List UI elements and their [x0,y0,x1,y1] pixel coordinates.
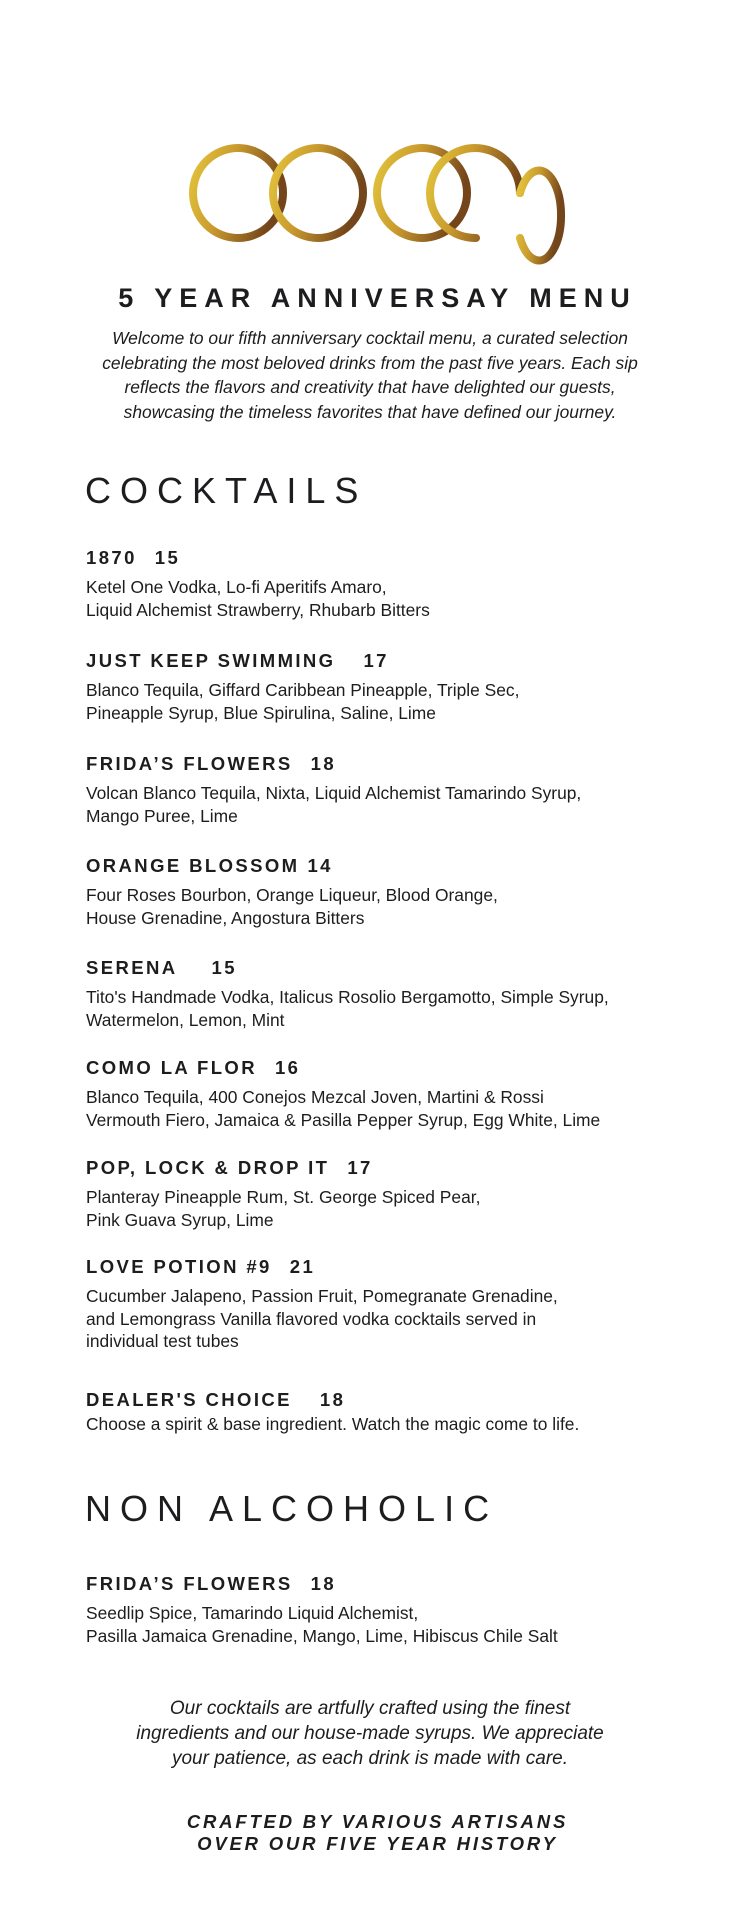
item-price: 17 [347,1157,373,1178]
section-title-cocktails: COCKTAILS [85,470,368,511]
item-price: 18 [319,1389,346,1410]
menu-item [86,1389,726,1436]
item-name: 1870 [86,547,137,568]
item-description: Blanco Tequila, Giffard Caribbean Pineapple, Triple Sec, Pineapple Syrup, Blue Spirulina, Saline, Lime [86,680,520,723]
item-description: Four Roses Bourbon, Orange Liqueur, Blood Orange, House Grenadine, Angostura Bitters [86,885,498,928]
crafted-by-tagline [0,1811,755,1855]
intro-line: celebrating the most beloved drinks from the past five years. Each sip [102,352,638,373]
item-name: COMO LA FLOR [86,1057,257,1078]
item-description: Planteray Pineapple Rum, St. George Spiced Pear, Pink Guava Syrup, Lime [86,1187,481,1230]
item-name: SERENA [86,957,178,978]
closing-note-line: your patience, as each drink is made with care. [171,1748,569,1769]
closing-note-line: Our cocktails are artfully crafted using the finest [169,1698,571,1719]
item-description: Choose a spirit & base ingredient. Watch the magic come to life. [86,1414,580,1434]
item-price: 15 [154,547,181,568]
item-price: 18 [310,1573,337,1594]
menu-item [86,547,726,621]
item-description: Seedlip Spice, Tamarindo Liquid Alchemist, Pasilla Jamaica Grenadine, Mango, Lime, Hibiscus Chile Salt [86,1603,558,1646]
item-price: 14 [307,855,333,876]
menu-item [86,1256,726,1353]
menu-item [86,957,726,1031]
item-description: Tito's Handmade Vodka, Italicus Rosolio Bergamotto, Simple Syrup, Watermelon, Lemon, Mint [86,987,609,1030]
menu-item [86,1057,726,1131]
intro-line: reflects the flavors and creativity that have delighted our guests, [124,377,616,398]
item-price: 18 [310,753,337,774]
section-title-non-alcoholic: NON ALCOHOLIC [85,1488,499,1529]
item-name: FRIDA’S FLOWERS [86,753,293,774]
menu-title: 5 YEAR ANNIVERSAY MENU [118,283,637,313]
menu-item [86,1157,726,1231]
item-name: JUST KEEP SWIMMING [86,650,336,671]
closing-note [70,1696,670,1771]
item-price: 16 [274,1057,301,1078]
menu-item [86,855,726,929]
item-price: 17 [363,650,389,671]
item-price: 15 [211,957,237,978]
item-description: Ketel One Vodka, Lo-fi Aperitifs Amaro, Liquid Alchemist Strawberry, Rhubarb Bitters [86,577,430,620]
item-name: DEALER'S CHOICE [86,1389,292,1410]
intro-paragraph [70,326,670,424]
item-name: ORANGE BLOSSOM [86,855,300,876]
item-description: Cucumber Jalapeno, Passion Fruit, Pomegranate Grenadine, and Lemongrass Vanilla flavored vodka cocktails served in individual test tubes [86,1286,558,1351]
lobby-wordmark-logo [160,78,590,268]
item-description: Volcan Blanco Tequila, Nixta, Liquid Alchemist Tamarindo Syrup, Mango Puree, Lime [86,783,582,826]
crafted-line: CRAFTED BY VARIOUS ARTISANS [186,1811,569,1832]
item-name: LOVE POTION #9 [86,1256,272,1277]
menu-item [86,650,726,724]
closing-note-line: ingredients and our house-made syrups. We appreciate [136,1723,604,1744]
item-description: Blanco Tequila, 400 Conejos Mezcal Joven, Martini & Rossi Vermouth Fiero, Jamaica & Pasilla Pepper Syrup, Egg White, Lime [86,1087,601,1130]
intro-line: Welcome to our fifth anniversary cocktail menu, a curated selection [112,328,628,348]
item-name: FRIDA’S FLOWERS [86,1573,293,1594]
menu-item [86,753,726,827]
crafted-line: OVER OUR FIVE YEAR HISTORY [197,1833,558,1854]
intro-line: showcasing the timeless favorites that have defined our journey. [123,401,617,422]
item-price: 21 [289,1256,316,1277]
item-name: POP, LOCK & DROP IT [86,1157,330,1178]
menu-item [86,1573,726,1647]
